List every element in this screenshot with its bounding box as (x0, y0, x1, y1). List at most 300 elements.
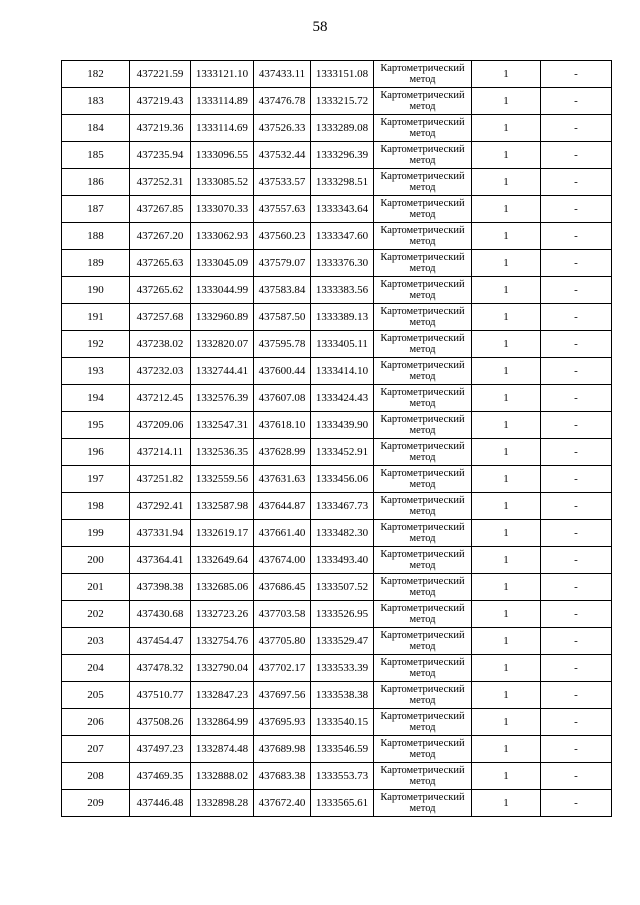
method-line-2: метод (409, 236, 436, 247)
point-number-cell: 186 (62, 169, 130, 196)
y-coordinate-cell: 1332874.48 (191, 736, 254, 763)
accuracy-cell: 1 (472, 655, 541, 682)
y-coordinate-new-cell: 1333343.64 (311, 196, 374, 223)
accuracy-cell: 1 (472, 547, 541, 574)
accuracy-cell: 1 (472, 88, 541, 115)
method-line-1: Картометрический (380, 198, 465, 209)
y-coordinate-cell: 1333062.93 (191, 223, 254, 250)
table-row (62, 358, 612, 385)
method-line-2: метод (409, 587, 436, 598)
table-row (62, 601, 612, 628)
method-cell (374, 736, 472, 763)
method-line-2: метод (409, 722, 436, 733)
accuracy-cell: 1 (472, 304, 541, 331)
x-coordinate-cell: 437292.41 (130, 493, 191, 520)
point-number-cell: 199 (62, 520, 130, 547)
x-coordinate-new-cell: 437476.78 (254, 88, 311, 115)
method-cell (374, 169, 472, 196)
accuracy-cell: 1 (472, 412, 541, 439)
y-coordinate-cell: 1332790.04 (191, 655, 254, 682)
table-row (62, 304, 612, 331)
accuracy-cell: 1 (472, 682, 541, 709)
method-cell (374, 439, 472, 466)
x-coordinate-cell: 437265.63 (130, 250, 191, 277)
table-row (62, 520, 612, 547)
method-cell (374, 655, 472, 682)
table-row (62, 790, 612, 817)
x-coordinate-new-cell: 437705.80 (254, 628, 311, 655)
accuracy-cell: 1 (472, 331, 541, 358)
x-coordinate-cell: 437219.36 (130, 115, 191, 142)
note-cell: - (541, 331, 612, 358)
x-coordinate-new-cell: 437607.08 (254, 385, 311, 412)
method-cell (374, 277, 472, 304)
note-cell: - (541, 790, 612, 817)
table-row (62, 223, 612, 250)
method-line-1: Картометрический (380, 63, 465, 74)
accuracy-cell: 1 (472, 61, 541, 88)
x-coordinate-cell: 437364.41 (130, 547, 191, 574)
method-cell (374, 682, 472, 709)
y-coordinate-cell: 1332547.31 (191, 412, 254, 439)
method-line-2: метод (409, 641, 436, 652)
y-coordinate-cell: 1332559.56 (191, 466, 254, 493)
x-coordinate-cell: 437265.62 (130, 277, 191, 304)
x-coordinate-new-cell: 437595.78 (254, 331, 311, 358)
note-cell: - (541, 196, 612, 223)
table-body (62, 61, 612, 817)
method-cell (374, 196, 472, 223)
method-cell (374, 547, 472, 574)
method-line-2: метод (409, 398, 436, 409)
x-coordinate-new-cell: 437560.23 (254, 223, 311, 250)
y-coordinate-cell: 1332820.07 (191, 331, 254, 358)
y-coordinate-new-cell: 1333383.56 (311, 277, 374, 304)
accuracy-cell: 1 (472, 601, 541, 628)
method-line-2: метод (409, 749, 436, 760)
x-coordinate-new-cell: 437661.40 (254, 520, 311, 547)
method-cell (374, 61, 472, 88)
x-coordinate-cell: 437267.85 (130, 196, 191, 223)
note-cell: - (541, 385, 612, 412)
y-coordinate-new-cell: 1333467.73 (311, 493, 374, 520)
note-cell: - (541, 277, 612, 304)
table-row (62, 88, 612, 115)
x-coordinate-new-cell: 437683.38 (254, 763, 311, 790)
method-line-1: Картометрический (380, 792, 465, 803)
y-coordinate-cell: 1333045.09 (191, 250, 254, 277)
method-cell (374, 250, 472, 277)
method-cell (374, 709, 472, 736)
note-cell: - (541, 574, 612, 601)
y-coordinate-cell: 1332847.23 (191, 682, 254, 709)
method-line-1: Картометрический (380, 90, 465, 101)
point-number-cell: 193 (62, 358, 130, 385)
method-line-2: метод (409, 560, 436, 571)
y-coordinate-new-cell: 1333296.39 (311, 142, 374, 169)
accuracy-cell: 1 (472, 520, 541, 547)
method-cell (374, 763, 472, 790)
point-number-cell: 203 (62, 628, 130, 655)
y-coordinate-cell: 1332864.99 (191, 709, 254, 736)
method-line-1: Картометрический (380, 414, 465, 425)
y-coordinate-cell: 1332685.06 (191, 574, 254, 601)
x-coordinate-new-cell: 437689.98 (254, 736, 311, 763)
method-line-2: метод (409, 614, 436, 625)
note-cell: - (541, 601, 612, 628)
table-row (62, 331, 612, 358)
note-cell: - (541, 88, 612, 115)
page-number: 58 (312, 19, 328, 35)
method-cell (374, 574, 472, 601)
point-number-cell: 209 (62, 790, 130, 817)
y-coordinate-new-cell: 1333493.40 (311, 547, 374, 574)
y-coordinate-new-cell: 1333507.52 (311, 574, 374, 601)
x-coordinate-cell: 437267.20 (130, 223, 191, 250)
note-cell: - (541, 547, 612, 574)
x-coordinate-cell: 437251.82 (130, 466, 191, 493)
note-cell: - (541, 142, 612, 169)
method-line-1: Картометрический (380, 306, 465, 317)
method-line-2: метод (409, 479, 436, 490)
note-cell: - (541, 412, 612, 439)
y-coordinate-cell: 1333070.33 (191, 196, 254, 223)
x-coordinate-cell: 437214.11 (130, 439, 191, 466)
method-line-2: метод (409, 290, 436, 301)
accuracy-cell: 1 (472, 250, 541, 277)
method-cell (374, 304, 472, 331)
accuracy-cell: 1 (472, 385, 541, 412)
y-coordinate-cell: 1332898.28 (191, 790, 254, 817)
method-line-1: Картометрический (380, 468, 465, 479)
method-cell (374, 142, 472, 169)
x-coordinate-cell: 437446.48 (130, 790, 191, 817)
point-number-cell: 198 (62, 493, 130, 520)
method-line-2: метод (409, 533, 436, 544)
method-line-1: Картометрический (380, 144, 465, 155)
method-line-2: метод (409, 452, 436, 463)
x-coordinate-new-cell: 437600.44 (254, 358, 311, 385)
accuracy-cell: 1 (472, 736, 541, 763)
point-number-cell: 189 (62, 250, 130, 277)
y-coordinate-cell: 1332723.26 (191, 601, 254, 628)
y-coordinate-new-cell: 1333347.60 (311, 223, 374, 250)
y-coordinate-new-cell: 1333533.39 (311, 655, 374, 682)
method-line-2: метод (409, 344, 436, 355)
table-row (62, 763, 612, 790)
point-number-cell: 188 (62, 223, 130, 250)
point-number-cell: 187 (62, 196, 130, 223)
x-coordinate-cell: 437469.35 (130, 763, 191, 790)
y-coordinate-cell: 1332649.64 (191, 547, 254, 574)
method-line-1: Картометрический (380, 333, 465, 344)
method-line-1: Картометрический (380, 171, 465, 182)
y-coordinate-new-cell: 1333376.30 (311, 250, 374, 277)
accuracy-cell: 1 (472, 196, 541, 223)
y-coordinate-cell: 1332960.89 (191, 304, 254, 331)
accuracy-cell: 1 (472, 709, 541, 736)
method-line-2: метод (409, 101, 436, 112)
x-coordinate-new-cell: 437579.07 (254, 250, 311, 277)
method-cell (374, 412, 472, 439)
method-cell (374, 520, 472, 547)
point-number-cell: 183 (62, 88, 130, 115)
point-number-cell: 202 (62, 601, 130, 628)
point-number-cell: 185 (62, 142, 130, 169)
accuracy-cell: 1 (472, 142, 541, 169)
note-cell: - (541, 763, 612, 790)
point-number-cell: 182 (62, 61, 130, 88)
method-line-1: Картометрический (380, 252, 465, 263)
note-cell: - (541, 466, 612, 493)
method-line-2: метод (409, 425, 436, 436)
table-row (62, 736, 612, 763)
point-number-cell: 206 (62, 709, 130, 736)
x-coordinate-new-cell: 437672.40 (254, 790, 311, 817)
y-coordinate-cell: 1333121.10 (191, 61, 254, 88)
table-row (62, 547, 612, 574)
table-row (62, 682, 612, 709)
note-cell: - (541, 520, 612, 547)
method-cell (374, 385, 472, 412)
y-coordinate-cell: 1332744.41 (191, 358, 254, 385)
x-coordinate-new-cell: 437587.50 (254, 304, 311, 331)
y-coordinate-new-cell: 1333414.10 (311, 358, 374, 385)
note-cell: - (541, 493, 612, 520)
method-cell (374, 493, 472, 520)
method-line-1: Картометрический (380, 495, 465, 506)
method-line-2: метод (409, 263, 436, 274)
method-line-2: метод (409, 776, 436, 787)
y-coordinate-cell: 1333114.89 (191, 88, 254, 115)
y-coordinate-new-cell: 1333151.08 (311, 61, 374, 88)
y-coordinate-cell: 1332888.02 (191, 763, 254, 790)
table-row (62, 61, 612, 88)
method-cell (374, 331, 472, 358)
x-coordinate-new-cell: 437695.93 (254, 709, 311, 736)
method-line-1: Картометрический (380, 657, 465, 668)
note-cell: - (541, 250, 612, 277)
method-line-1: Картометрический (380, 279, 465, 290)
y-coordinate-new-cell: 1333553.73 (311, 763, 374, 790)
y-coordinate-cell: 1332576.39 (191, 385, 254, 412)
point-number-cell: 196 (62, 439, 130, 466)
accuracy-cell: 1 (472, 466, 541, 493)
x-coordinate-cell: 437497.23 (130, 736, 191, 763)
accuracy-cell: 1 (472, 358, 541, 385)
method-line-1: Картометрический (380, 603, 465, 614)
method-cell (374, 628, 472, 655)
method-line-2: метод (409, 695, 436, 706)
y-coordinate-cell: 1333085.52 (191, 169, 254, 196)
x-coordinate-cell: 437508.26 (130, 709, 191, 736)
table-row (62, 115, 612, 142)
note-cell: - (541, 169, 612, 196)
method-line-2: метод (409, 317, 436, 328)
x-coordinate-new-cell: 437697.56 (254, 682, 311, 709)
y-coordinate-new-cell: 1333538.38 (311, 682, 374, 709)
note-cell: - (541, 223, 612, 250)
x-coordinate-cell: 437398.38 (130, 574, 191, 601)
accuracy-cell: 1 (472, 790, 541, 817)
accuracy-cell: 1 (472, 439, 541, 466)
y-coordinate-new-cell: 1333529.47 (311, 628, 374, 655)
x-coordinate-cell: 437430.68 (130, 601, 191, 628)
x-coordinate-new-cell: 437557.63 (254, 196, 311, 223)
method-line-2: метод (409, 506, 436, 517)
method-cell (374, 466, 472, 493)
method-line-2: метод (409, 668, 436, 679)
x-coordinate-new-cell: 437532.44 (254, 142, 311, 169)
method-cell (374, 358, 472, 385)
method-line-1: Картометрический (380, 117, 465, 128)
y-coordinate-new-cell: 1333546.59 (311, 736, 374, 763)
table-row (62, 277, 612, 304)
y-coordinate-cell: 1332587.98 (191, 493, 254, 520)
point-number-cell: 201 (62, 574, 130, 601)
table-row (62, 466, 612, 493)
x-coordinate-cell: 437219.43 (130, 88, 191, 115)
accuracy-cell: 1 (472, 574, 541, 601)
x-coordinate-new-cell: 437703.58 (254, 601, 311, 628)
y-coordinate-cell: 1332536.35 (191, 439, 254, 466)
x-coordinate-new-cell: 437644.87 (254, 493, 311, 520)
point-number-cell: 204 (62, 655, 130, 682)
method-line-2: метод (409, 182, 436, 193)
method-line-1: Картометрический (380, 360, 465, 371)
method-cell (374, 790, 472, 817)
table-row (62, 628, 612, 655)
x-coordinate-new-cell: 437433.11 (254, 61, 311, 88)
point-number-cell: 200 (62, 547, 130, 574)
x-coordinate-cell: 437209.06 (130, 412, 191, 439)
y-coordinate-cell: 1333096.55 (191, 142, 254, 169)
x-coordinate-cell: 437235.94 (130, 142, 191, 169)
y-coordinate-new-cell: 1333289.08 (311, 115, 374, 142)
table-row (62, 412, 612, 439)
table-row (62, 250, 612, 277)
point-number-cell: 205 (62, 682, 130, 709)
accuracy-cell: 1 (472, 115, 541, 142)
table-row (62, 439, 612, 466)
x-coordinate-new-cell: 437583.84 (254, 277, 311, 304)
y-coordinate-new-cell: 1333439.90 (311, 412, 374, 439)
method-line-2: метод (409, 74, 436, 85)
note-cell: - (541, 655, 612, 682)
method-line-1: Картометрический (380, 630, 465, 641)
x-coordinate-new-cell: 437628.99 (254, 439, 311, 466)
x-coordinate-cell: 437252.31 (130, 169, 191, 196)
table-row (62, 709, 612, 736)
y-coordinate-new-cell: 1333389.13 (311, 304, 374, 331)
y-coordinate-new-cell: 1333405.11 (311, 331, 374, 358)
table-row (62, 169, 612, 196)
point-number-cell: 184 (62, 115, 130, 142)
method-line-1: Картометрический (380, 738, 465, 749)
point-number-cell: 194 (62, 385, 130, 412)
y-coordinate-cell: 1333114.69 (191, 115, 254, 142)
method-line-2: метод (409, 128, 436, 139)
table-row (62, 574, 612, 601)
method-line-2: метод (409, 155, 436, 166)
y-coordinate-cell: 1332754.76 (191, 628, 254, 655)
accuracy-cell: 1 (472, 763, 541, 790)
x-coordinate-cell: 437331.94 (130, 520, 191, 547)
x-coordinate-cell: 437212.45 (130, 385, 191, 412)
note-cell: - (541, 61, 612, 88)
method-line-1: Картометрический (380, 522, 465, 533)
method-line-1: Картометрический (380, 576, 465, 587)
y-coordinate-new-cell: 1333424.43 (311, 385, 374, 412)
note-cell: - (541, 358, 612, 385)
y-coordinate-cell: 1332619.17 (191, 520, 254, 547)
note-cell: - (541, 736, 612, 763)
x-coordinate-new-cell: 437618.10 (254, 412, 311, 439)
method-cell (374, 223, 472, 250)
accuracy-cell: 1 (472, 223, 541, 250)
x-coordinate-cell: 437232.03 (130, 358, 191, 385)
note-cell: - (541, 628, 612, 655)
y-coordinate-new-cell: 1333526.95 (311, 601, 374, 628)
accuracy-cell: 1 (472, 493, 541, 520)
method-line-1: Картометрический (380, 765, 465, 776)
x-coordinate-cell: 437238.02 (130, 331, 191, 358)
y-coordinate-new-cell: 1333452.91 (311, 439, 374, 466)
method-line-1: Картометрический (380, 387, 465, 398)
point-number-cell: 197 (62, 466, 130, 493)
y-coordinate-new-cell: 1333456.06 (311, 466, 374, 493)
y-coordinate-new-cell: 1333482.30 (311, 520, 374, 547)
method-line-1: Картометрический (380, 684, 465, 695)
method-cell (374, 88, 472, 115)
x-coordinate-new-cell: 437674.00 (254, 547, 311, 574)
note-cell: - (541, 439, 612, 466)
y-coordinate-new-cell: 1333215.72 (311, 88, 374, 115)
x-coordinate-new-cell: 437526.33 (254, 115, 311, 142)
point-number-cell: 192 (62, 331, 130, 358)
method-line-2: метод (409, 371, 436, 382)
x-coordinate-cell: 437221.59 (130, 61, 191, 88)
table-row (62, 385, 612, 412)
method-cell (374, 601, 472, 628)
method-line-1: Картометрический (380, 441, 465, 452)
x-coordinate-cell: 437257.68 (130, 304, 191, 331)
table-row (62, 142, 612, 169)
method-line-1: Картометрический (380, 549, 465, 560)
accuracy-cell: 1 (472, 277, 541, 304)
method-cell (374, 115, 472, 142)
accuracy-cell: 1 (472, 628, 541, 655)
point-number-cell: 190 (62, 277, 130, 304)
table-row (62, 655, 612, 682)
x-coordinate-new-cell: 437686.45 (254, 574, 311, 601)
x-coordinate-cell: 437510.77 (130, 682, 191, 709)
note-cell: - (541, 304, 612, 331)
note-cell: - (541, 709, 612, 736)
method-line-1: Картометрический (380, 225, 465, 236)
y-coordinate-new-cell: 1333565.61 (311, 790, 374, 817)
point-number-cell: 207 (62, 736, 130, 763)
method-line-2: метод (409, 209, 436, 220)
x-coordinate-new-cell: 437533.57 (254, 169, 311, 196)
x-coordinate-cell: 437478.32 (130, 655, 191, 682)
x-coordinate-cell: 437454.47 (130, 628, 191, 655)
y-coordinate-cell: 1333044.99 (191, 277, 254, 304)
point-number-cell: 195 (62, 412, 130, 439)
table-row (62, 493, 612, 520)
method-line-1: Картометрический (380, 711, 465, 722)
y-coordinate-new-cell: 1333298.51 (311, 169, 374, 196)
